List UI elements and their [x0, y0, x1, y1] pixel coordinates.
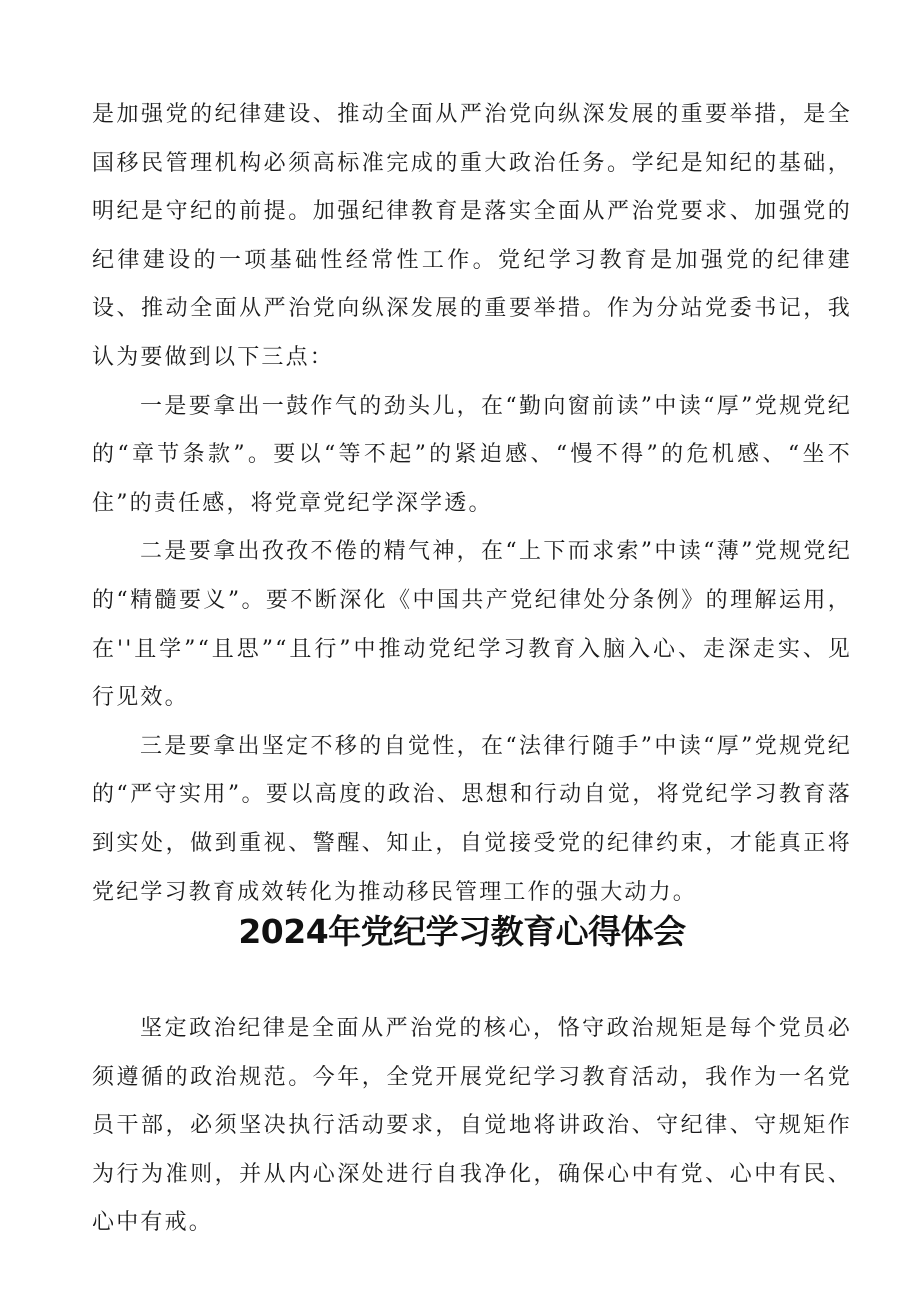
- paragraph-point-two: 二是要拿出孜孜不倦的精气神，在“上下而求索”中读“薄”党规党纪的“精髓要义”。要不断深化《中国共产党纪律处分条例》的理解运用，在''且学”“且思”“且行”中推动党纪学习教育入脑入心、走深走实、见行见效。: [92, 539, 852, 711]
- paragraph-point-one: 一是要拿出一鼓作气的劲头儿，在“勤向窗前读”中读“厚”党规党纪的“章节条款”。要以“等不起”的紧迫感、“慢不得”的危机感、“坐不住”的责任感，将党章党纪学深学透。: [92, 393, 852, 516]
- paragraph-intro: 是加强党的纪律建设、推动全面从严治党向纵深发展的重要举措，是全国移民管理机构必须高标准完成的重大政治任务。学纪是知纪的基础，明纪是守纪的前提。加强纪律教育是落实全面从严治党要求、加强党的纪律建设的一项基础性经常性工作。党纪学习教育是加强党的纪律建设、推动全面从严治党向纵深发展的重要举措。作为分站党委书记，我认为要做到以下三点：: [92, 102, 852, 370]
- article-title: 2024年党纪学习教育心得体会: [238, 912, 686, 951]
- paragraph-political-discipline: 坚定政治纪律是全面从严治党的核心，恪守政治规矩是每个党员必须遵循的政治规范。今年，全党开展党纪学习教育活动，我作为一名党员干部，必须坚决执行活动要求，自觉地将讲政治、守纪律、守规矩作为行为准则，并从内心深处进行自我净化，确保心中有党、心中有民、心中有戒。: [92, 1016, 852, 1236]
- document-body-section-1: [92, 91, 852, 917]
- document-body-section-2: [92, 1005, 852, 1248]
- paragraph-point-three: 三是要拿出坚定不移的自觉性，在“法律行随手”中读“厚”党规党纪的“严守实用”。要以高度的政治、思想和行动自觉，将党纪学习教育落到实处，做到重视、警醒、知止，自觉接受党的纪律约束，才能真正将党纪学习教育成效转化为推动移民管理工作的强大动力。: [92, 733, 852, 905]
